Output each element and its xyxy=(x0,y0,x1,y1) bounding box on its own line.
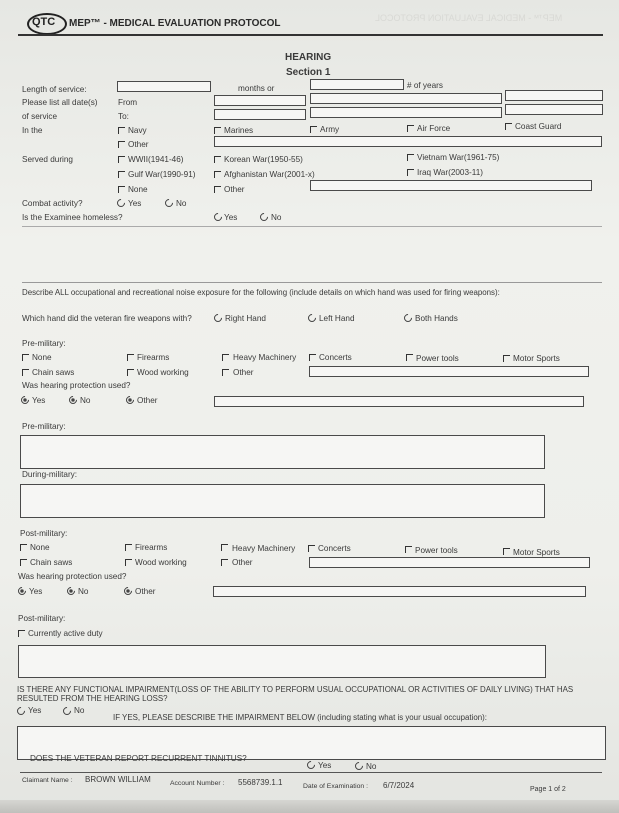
radio-post-protection-no[interactable] xyxy=(65,585,76,596)
pre-military-label: Pre-military: xyxy=(22,339,66,348)
radio-right-hand[interactable] xyxy=(212,312,223,323)
checkbox-gulf-war[interactable] xyxy=(118,171,125,178)
pre-concerts: Concerts xyxy=(319,353,352,362)
post-concerts: Concerts xyxy=(318,544,351,553)
impairment-yes: Yes xyxy=(28,706,42,715)
radio-impairment-no[interactable] xyxy=(61,705,72,716)
hand-left: Left Hand xyxy=(319,314,355,323)
homeless-label: Is the Examinee homeless? xyxy=(22,213,123,222)
checkbox-navy[interactable] xyxy=(118,127,125,134)
pre-protection-question: Was hearing protection used? xyxy=(22,381,131,390)
checkbox-pre-firearms[interactable] xyxy=(127,354,134,361)
war-afghanistan: Afghanistan War(2001-x) xyxy=(224,170,315,179)
to-date-1[interactable] xyxy=(214,109,306,120)
war-vietnam: Vietnam War(1961-75) xyxy=(417,153,500,162)
checkbox-pre-motor-sports[interactable] xyxy=(503,355,510,362)
impairment-ifyes: IF YES, PLEASE DESCRIBE THE IMPAIRMENT BELOW (including stating what is your usual occupation): xyxy=(113,713,487,722)
pre-protection-other-input[interactable] xyxy=(214,396,584,407)
branch-other: Other xyxy=(128,140,149,149)
radio-both-hands[interactable] xyxy=(402,312,413,323)
radio-pre-protection-other[interactable] xyxy=(124,394,135,405)
pre-protection-yes: Yes xyxy=(32,396,46,405)
claimant-name: BROWN WILLIAM xyxy=(85,775,151,784)
hand-both: Both Hands xyxy=(415,314,458,323)
hand-question: Which hand did the veteran fire weapons with? xyxy=(22,314,192,323)
header-rule xyxy=(18,34,603,36)
post-military-label: Post-military: xyxy=(20,529,68,538)
pre-heavy-machinery: Heavy Machinery xyxy=(233,353,297,362)
page-number: Page 1 of 2 xyxy=(530,786,566,793)
divider-1 xyxy=(22,226,602,227)
branch-other-input[interactable] xyxy=(214,136,602,147)
pre-wood-working: Wood working xyxy=(137,368,189,377)
to-date-3[interactable] xyxy=(505,104,603,115)
pre-military-desc-label: Pre-military: xyxy=(22,422,66,431)
length-of-service-label: Length of service: xyxy=(22,85,87,94)
exam-date: 6/7/2024 xyxy=(383,781,415,790)
war-wwii: WWII(1941-46) xyxy=(128,155,184,164)
checkbox-pre-wood-working[interactable] xyxy=(127,369,134,376)
combat-yes: Yes xyxy=(128,199,142,208)
checkbox-afghanistan-war[interactable] xyxy=(214,171,221,178)
checkbox-pre-concerts[interactable] xyxy=(309,354,316,361)
bleed-through: MEP™ - MEDICAL EVALUATION PROTOCOL xyxy=(375,13,563,23)
checkbox-active-duty[interactable] xyxy=(18,630,25,637)
years-label: # of years xyxy=(407,81,443,90)
post-power-tools: Power tools xyxy=(415,546,458,555)
to-label: To: xyxy=(118,112,129,121)
impairment-question-cont: RESULTED FROM THE HEARING LOSS? xyxy=(17,694,168,703)
checkbox-war-none[interactable] xyxy=(118,186,125,193)
checkbox-post-chain-saws[interactable] xyxy=(20,559,27,566)
post-other-input[interactable] xyxy=(309,557,590,568)
war-iraq: Iraq War(2003-11) xyxy=(417,168,483,177)
dates-label: Please list all date(s) xyxy=(22,98,98,107)
branch-air-force: Air Force xyxy=(417,124,451,133)
pre-other-input[interactable] xyxy=(309,366,589,377)
combat-no: No xyxy=(176,199,187,208)
noise-describe: Describe ALL occupational and recreational noise exposure for the following (include details on which hand was used for firing weapons): xyxy=(22,288,500,297)
from-date-2[interactable] xyxy=(310,93,502,104)
qtc-logo-text: QTC xyxy=(32,16,56,28)
impairment-question: IS THERE ANY FUNCTIONAL IMPAIRMENT(LOSS OF THE ABILITY TO PERFORM USUAL OCCUPATIONAL OR ACTIVITIES OF DAILY LIVING) THAT HAS xyxy=(17,685,574,694)
checkbox-marines[interactable] xyxy=(214,127,221,134)
checkbox-pre-none[interactable] xyxy=(22,354,29,361)
checkbox-war-other[interactable] xyxy=(214,186,221,193)
radio-left-hand[interactable] xyxy=(306,312,317,323)
radio-tinnitus-yes[interactable] xyxy=(305,759,316,770)
served-during-label: Served during xyxy=(22,155,73,164)
checkbox-post-other[interactable] xyxy=(221,559,228,566)
length-of-service-input[interactable] xyxy=(117,81,211,92)
tinnitus-no: No xyxy=(366,762,377,771)
war-none: None xyxy=(128,185,148,194)
checkbox-post-motor-sports[interactable] xyxy=(503,548,510,555)
branch-marines: Marines xyxy=(224,126,254,135)
checkbox-army[interactable] xyxy=(310,126,317,133)
post-protection-question: Was hearing protection used? xyxy=(18,572,127,581)
section-title: HEARING xyxy=(285,52,332,63)
tinnitus-yes: Yes xyxy=(318,761,332,770)
checkbox-post-power-tools[interactable] xyxy=(405,546,412,553)
radio-homeless-yes[interactable] xyxy=(212,211,223,222)
war-other-input[interactable] xyxy=(310,180,592,191)
checkbox-air-force[interactable] xyxy=(407,125,414,132)
pre-other: Other xyxy=(233,368,254,377)
radio-impairment-yes[interactable] xyxy=(15,705,26,716)
post-heavy-machinery: Heavy Machinery xyxy=(232,544,296,553)
checkbox-pre-other[interactable] xyxy=(222,369,229,376)
homeless-no: No xyxy=(271,213,282,222)
post-protection-other: Other xyxy=(135,587,156,596)
post-protection-no: No xyxy=(78,587,89,596)
checkbox-post-heavy-machinery[interactable] xyxy=(221,544,228,551)
branch-coast-guard: Coast Guard xyxy=(515,122,562,131)
during-military-desc-input[interactable] xyxy=(20,484,545,518)
from-date-3[interactable] xyxy=(505,90,603,101)
checkbox-pre-chain-saws[interactable] xyxy=(22,369,29,376)
claimant-label: Claimant Name : xyxy=(22,777,73,784)
post-none: None xyxy=(30,543,50,552)
checkbox-korean-war[interactable] xyxy=(214,156,221,163)
account-label: Account Number : xyxy=(170,780,225,787)
checkbox-coast-guard[interactable] xyxy=(505,123,512,130)
pre-protection-no: No xyxy=(80,396,91,405)
checkbox-iraq-war[interactable] xyxy=(407,169,414,176)
post-protection-yes: Yes xyxy=(29,587,43,596)
checkbox-branch-other[interactable] xyxy=(118,141,125,148)
post-military-desc-label: Post-military: xyxy=(18,614,66,623)
pre-protection-other: Other xyxy=(137,396,158,405)
checkbox-post-concerts[interactable] xyxy=(308,545,315,552)
war-korean: Korean War(1950-55) xyxy=(224,155,303,164)
war-other: Other xyxy=(224,185,245,194)
pre-power-tools: Power tools xyxy=(416,354,459,363)
months-label: months or xyxy=(238,84,275,93)
from-label: From xyxy=(118,98,138,107)
active-duty-label: Currently active duty xyxy=(28,629,103,638)
of-service-label: of service xyxy=(22,112,58,121)
to-date-2[interactable] xyxy=(310,107,502,118)
post-protection-other-input[interactable] xyxy=(213,586,586,597)
impairment-no: No xyxy=(74,706,85,715)
post-chain-saws: Chain saws xyxy=(30,558,73,567)
radio-combat-no[interactable] xyxy=(163,197,174,208)
checkbox-vietnam-war[interactable] xyxy=(407,154,414,161)
radio-post-protection-other[interactable] xyxy=(122,585,133,596)
from-date-1[interactable] xyxy=(214,95,306,106)
post-military-desc-input[interactable] xyxy=(18,645,546,678)
combat-label: Combat activity? xyxy=(22,199,83,208)
checkbox-pre-heavy-machinery[interactable] xyxy=(222,354,229,361)
pre-motor-sports: Motor Sports xyxy=(513,354,560,363)
checkbox-post-none[interactable] xyxy=(20,544,27,551)
divider-2 xyxy=(22,282,602,283)
war-gulf: Gulf War(1990-91) xyxy=(128,170,196,179)
radio-pre-protection-yes[interactable] xyxy=(19,394,30,405)
in-the-label: In the xyxy=(22,126,43,135)
footer-rule xyxy=(20,772,602,773)
post-firearms: Firearms xyxy=(135,543,168,552)
homeless-yes: Yes xyxy=(224,213,238,222)
pre-firearms: Firearms xyxy=(137,353,170,362)
radio-pre-protection-no[interactable] xyxy=(67,394,78,405)
years-input[interactable] xyxy=(310,79,404,90)
branch-army: Army xyxy=(320,125,340,134)
hand-right: Right Hand xyxy=(225,314,266,323)
post-other: Other xyxy=(232,558,253,567)
checkbox-wwii[interactable] xyxy=(118,156,125,163)
section-number: Section 1 xyxy=(286,67,331,78)
exam-date-label: Date of Examination : xyxy=(303,783,368,790)
checkbox-post-firearms[interactable] xyxy=(125,544,132,551)
desk-surface xyxy=(0,800,619,813)
checkbox-post-wood-working[interactable] xyxy=(125,559,132,566)
branch-navy: Navy xyxy=(128,126,147,135)
radio-tinnitus-no[interactable] xyxy=(353,760,364,771)
post-motor-sports: Motor Sports xyxy=(513,548,560,557)
radio-combat-yes[interactable] xyxy=(115,197,126,208)
radio-post-protection-yes[interactable] xyxy=(16,585,27,596)
post-wood-working: Wood working xyxy=(135,558,187,567)
account-number: 5568739.1.1 xyxy=(238,778,283,787)
pre-military-desc-input[interactable] xyxy=(20,435,545,469)
pre-none: None xyxy=(32,353,52,362)
pre-chain-saws: Chain saws xyxy=(32,368,75,377)
radio-homeless-no[interactable] xyxy=(258,211,269,222)
during-military-desc-label: During-military: xyxy=(22,470,78,479)
checkbox-pre-power-tools[interactable] xyxy=(406,354,413,361)
tinnitus-question: DOES THE VETERAN REPORT RECURRENT TINNITUS? xyxy=(30,754,247,763)
form-title: MEP™ - MEDICAL EVALUATION PROTOCOL xyxy=(69,18,281,29)
